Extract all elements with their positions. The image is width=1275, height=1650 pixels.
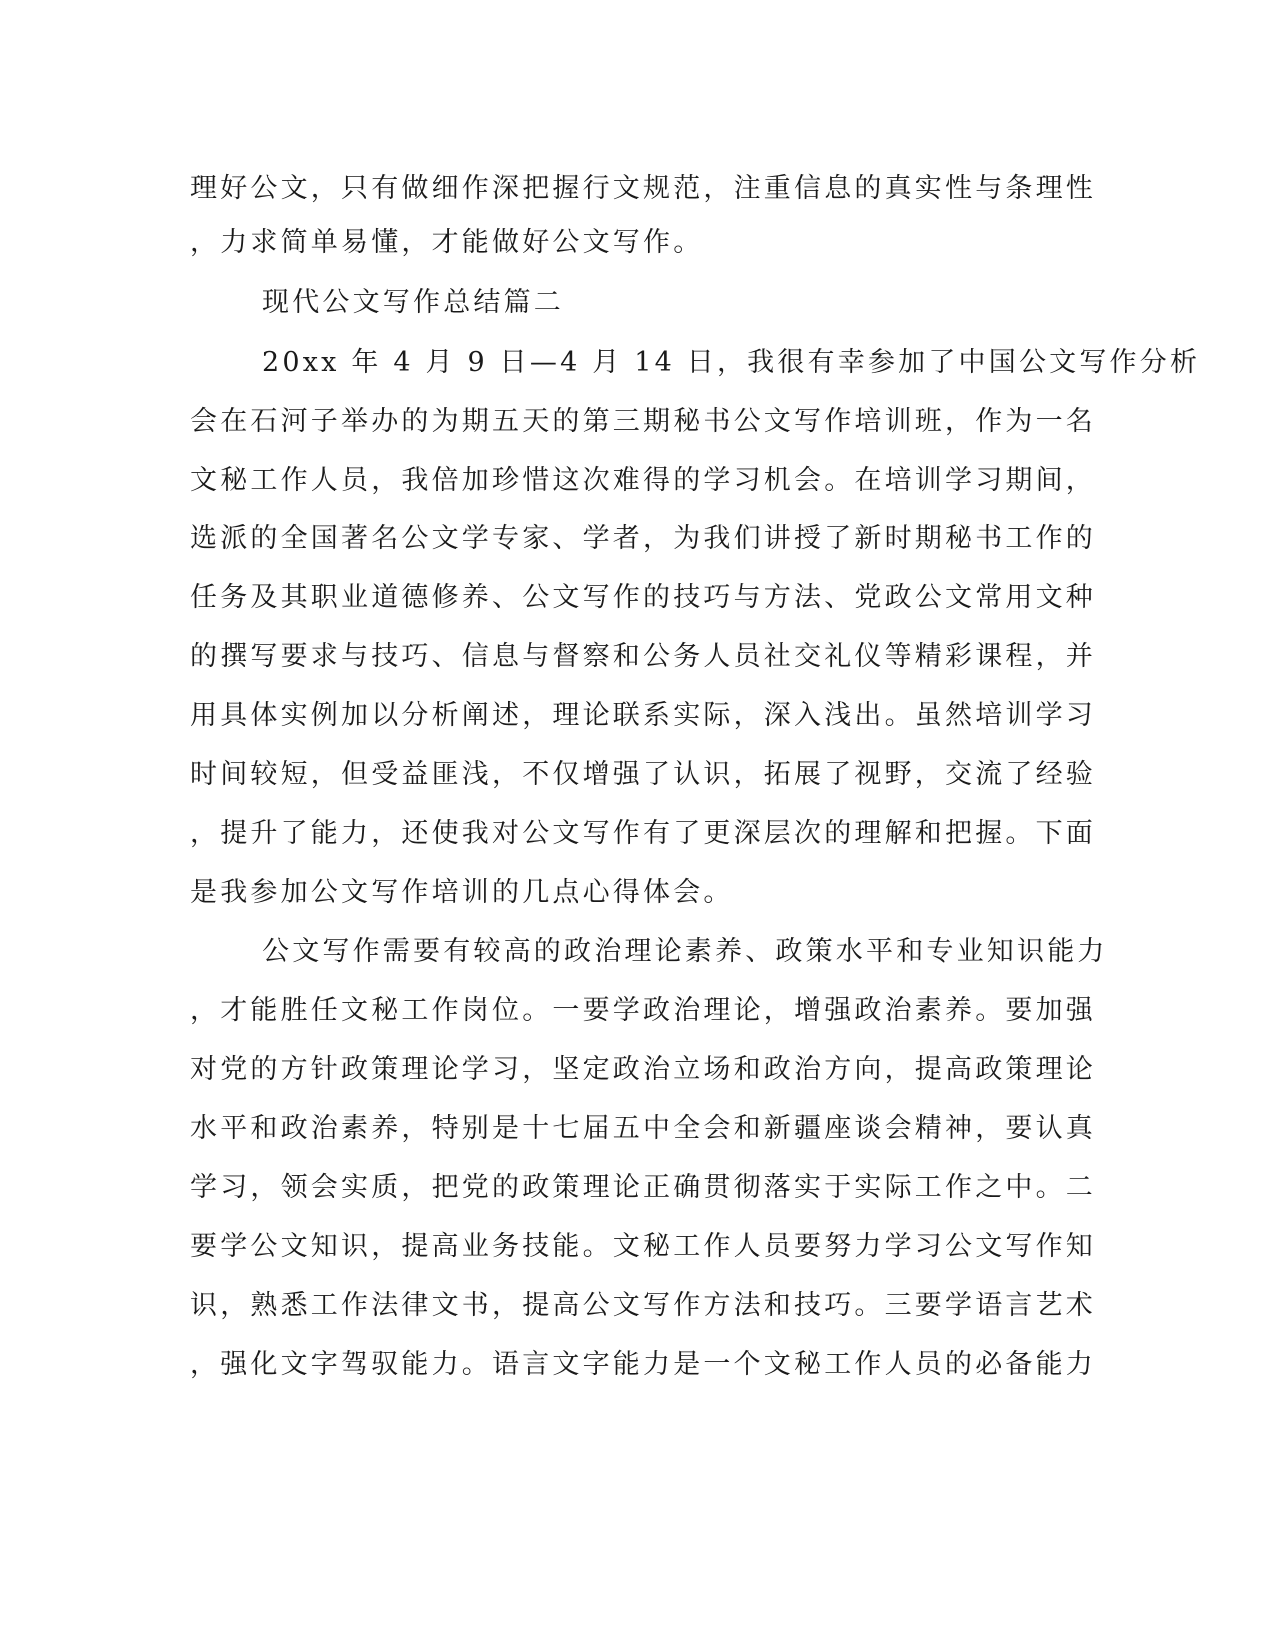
paragraph-line: ，力求简单易懂，才能做好公文写作。 [190, 227, 704, 258]
paragraph-line: 公文写作需要有较高的政治理论素养、政策水平和专业知识能力 [262, 936, 1108, 967]
paragraph-line: ，才能胜任文秘工作岗位。一要学政治理论，增强政治素养。要加强 [190, 995, 1096, 1026]
section-heading: 现代公文写作总结篇二 [262, 287, 564, 318]
paragraph-line: 对党的方针政策理论学习，坚定政治立场和政治方向，提高政策理论 [190, 1054, 1096, 1085]
paragraph-line: ，强化文字驾驭能力。语言文字能力是一个文秘工作人员的必备能力 [190, 1349, 1096, 1380]
paragraph-line: 文秘工作人员，我倍加珍惜这次难得的学习机会。在培训学习期间， [190, 465, 1096, 496]
paragraph-line: 20xx 年 4 月 9 日—4 月 14 日，我很有幸参加了中国公文写作分析 [262, 347, 1201, 378]
paragraph-line: 是我参加公文写作培训的几点心得体会。 [190, 877, 734, 908]
paragraph-line: 识，熟悉工作法律文书，提高公文写作方法和技巧。三要学语言艺术 [190, 1290, 1096, 1321]
paragraph-line: 时间较短，但受益匪浅，不仅增强了认识，拓展了视野，交流了经验 [190, 759, 1096, 790]
paragraph-line: 的撰写要求与技巧、信息与督察和公务人员社交礼仪等精彩课程，并 [190, 641, 1096, 672]
paragraph-line: ，提升了能力，还使我对公文写作有了更深层次的理解和把握。下面 [190, 818, 1096, 849]
paragraph-line: 任务及其职业道德修养、公文写作的技巧与方法、党政公文常用文种 [190, 582, 1096, 613]
paragraph-line: 学习，领会实质，把党的政策理论正确贯彻落实于实际工作之中。二 [190, 1172, 1096, 1203]
paragraph-line: 要学公文知识，提高业务技能。文秘工作人员要努力学习公文写作知 [190, 1231, 1096, 1262]
paragraph-line: 用具体实例加以分析阐述，理论联系实际，深入浅出。虽然培训学习 [190, 700, 1096, 731]
paragraph-line: 理好公文，只有做细作深把握行文规范，注重信息的真实性与条理性 [190, 173, 1096, 204]
paragraph-line: 选派的全国著名公文学专家、学者，为我们讲授了新时期秘书工作的 [190, 523, 1096, 554]
paragraph-line: 会在石河子举办的为期五天的第三期秘书公文写作培训班，作为一名 [190, 406, 1096, 437]
paragraph-line: 水平和政治素养，特别是十七届五中全会和新疆座谈会精神，要认真 [190, 1113, 1096, 1144]
